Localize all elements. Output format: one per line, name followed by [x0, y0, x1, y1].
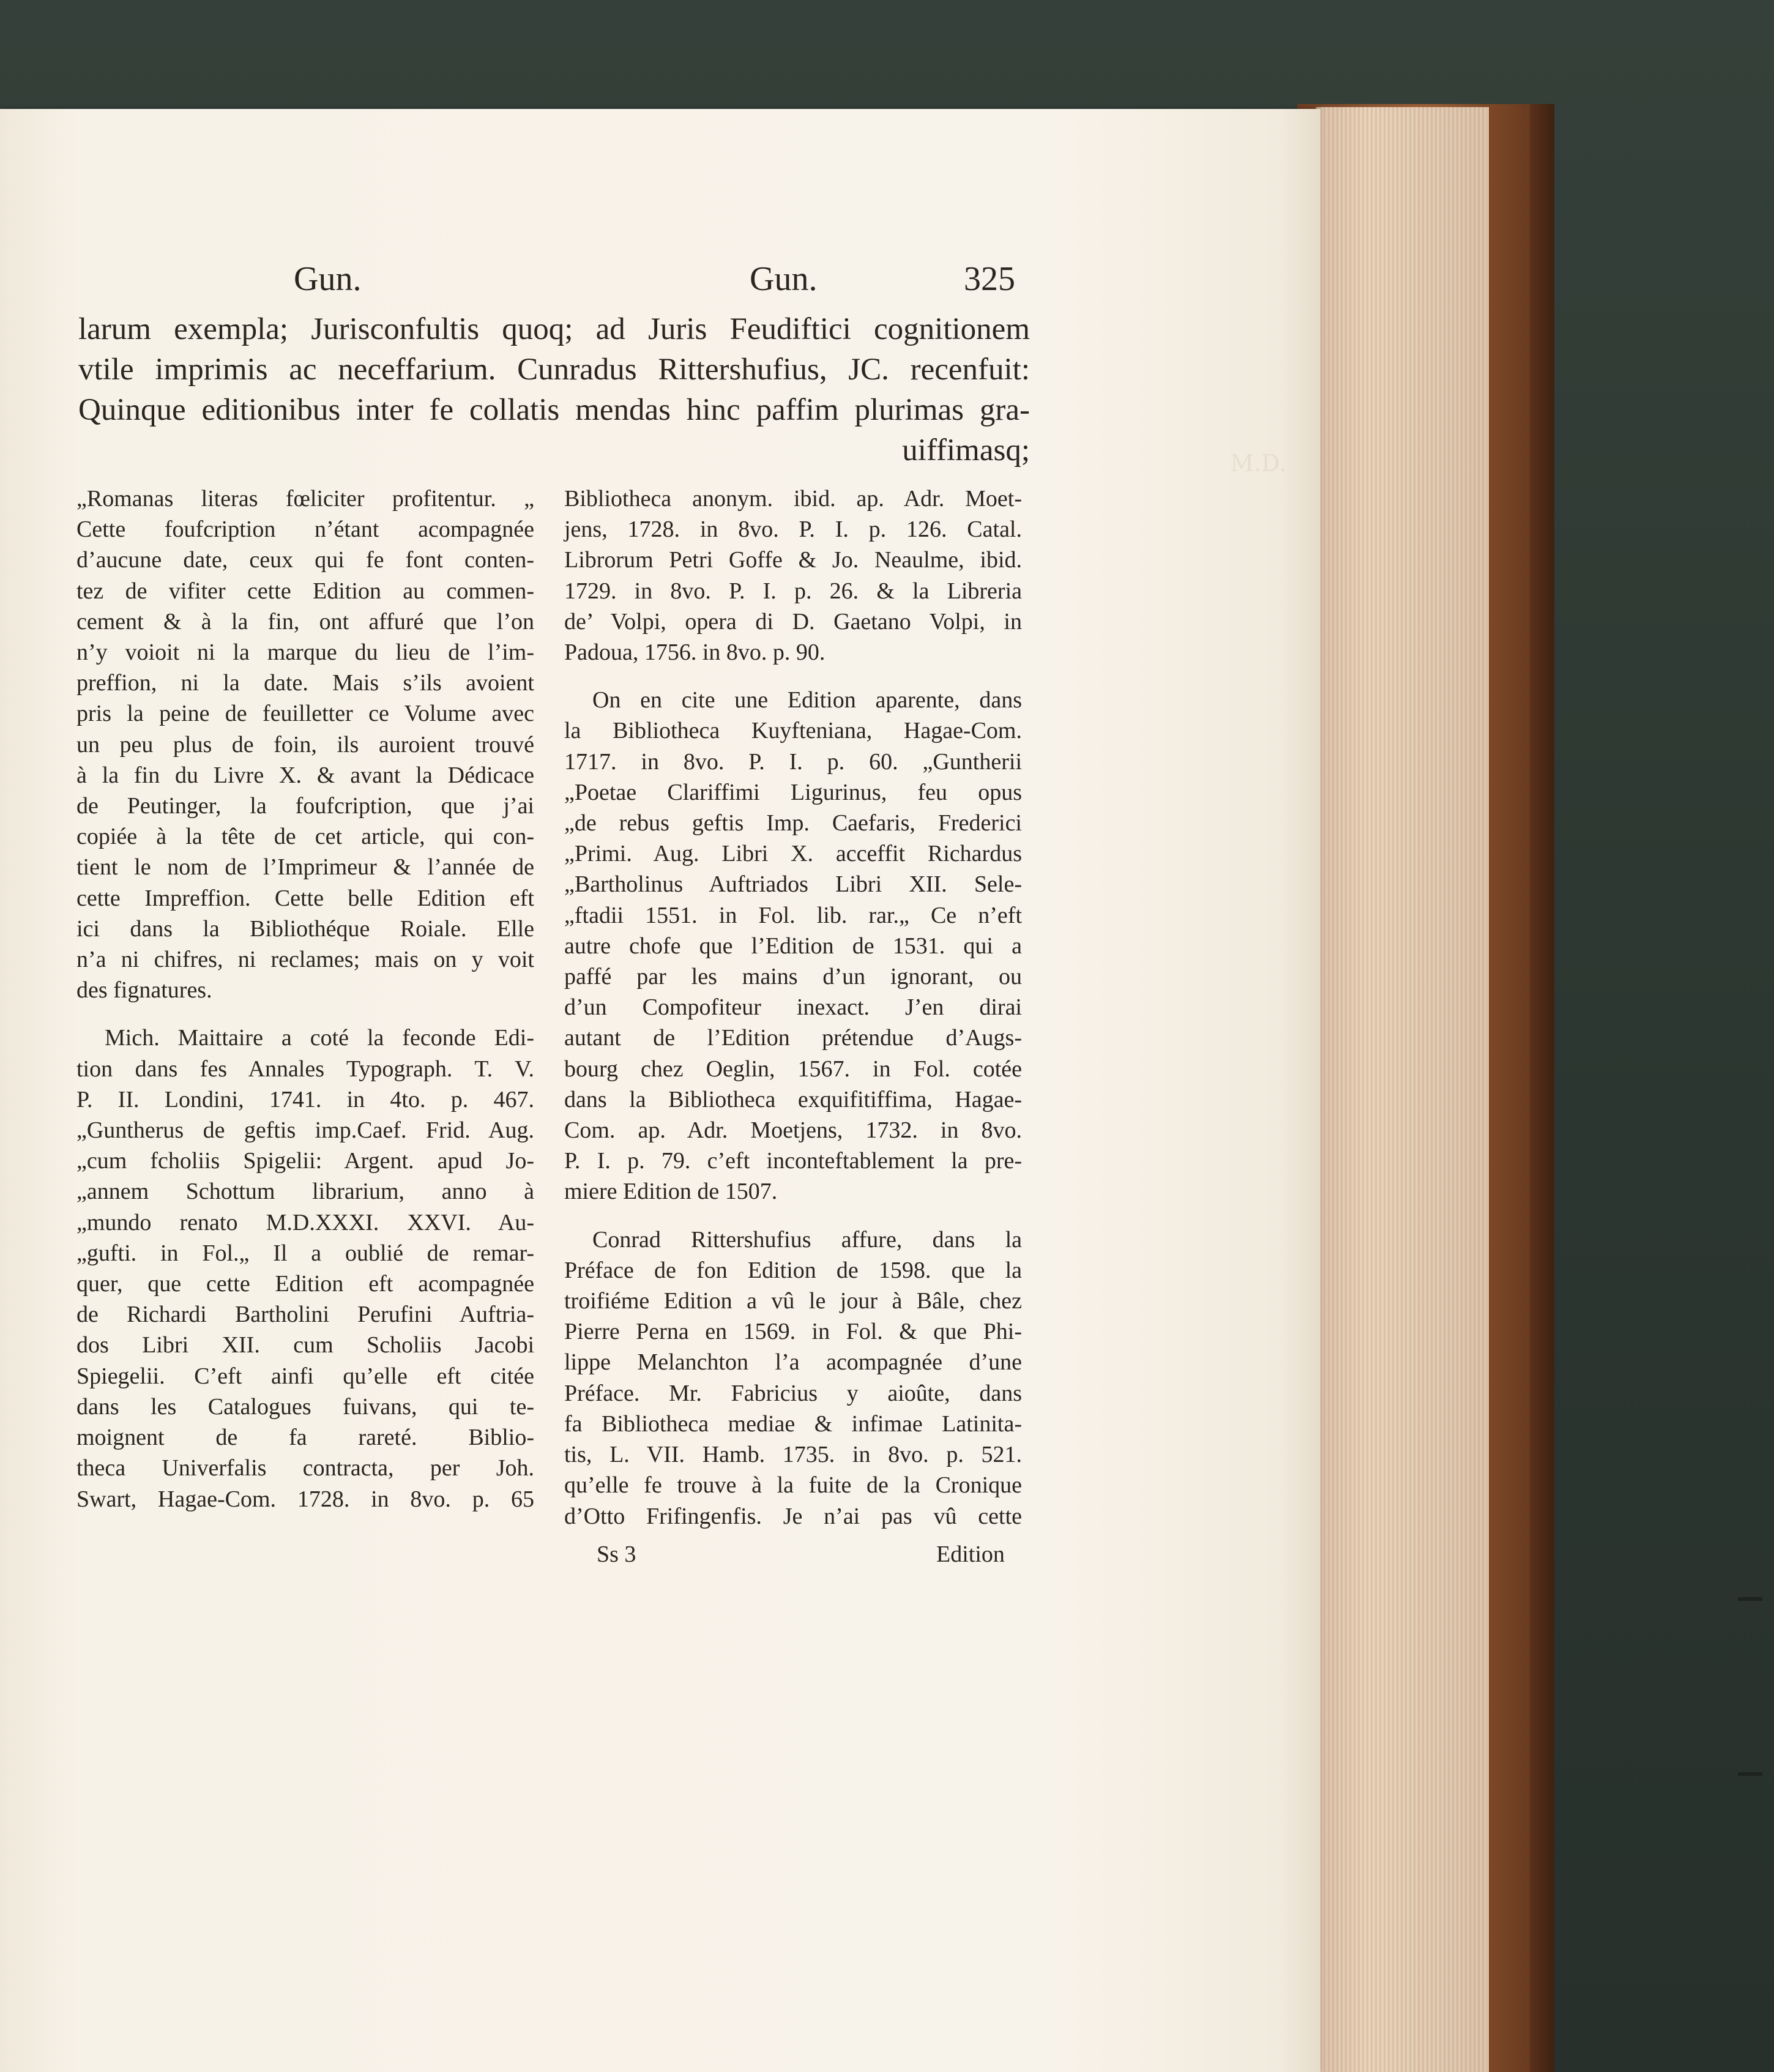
text-line: n’a ni chifres, ni reclames; mais on y voit: [76, 947, 534, 973]
text-line: jens, 1728. in 8vo. P. I. p. 126. Catal.: [564, 516, 1022, 543]
lead-line: Quinque editionibus inter fe collatis mendas hinc paffim plurimas gra-: [78, 393, 1030, 427]
text-line: copiée à la tête de cet article, qui con-: [76, 824, 534, 850]
text-line: Mich. Maittaire a coté la feconde Edi-: [105, 1025, 534, 1051]
text-line: un peu plus de foin, ils auroient trouvé: [76, 731, 534, 758]
text-line: troifiéme Edition a vû le jour à Bâle, chez: [564, 1288, 1022, 1314]
text-line: „ftadii 1551. in Fol. lib. rar.„ Ce n’eft: [564, 902, 1022, 928]
text-line: autant de l’Edition prétendue d’Augs-: [564, 1025, 1022, 1051]
text-line: cement & à la fin, ont affuré que l’on: [76, 608, 534, 635]
text-line: Cette foufcription n’étant acompagnée: [76, 516, 534, 543]
text-line: „Bartholinus Auftriados Libri XII. Sele-: [564, 871, 1022, 898]
lead-line: larum exempla; Jurisconfultis quoq; ad Juris Feudiftici cognitionem: [78, 312, 1030, 346]
text-line: tion dans fes Annales Typograph. T. V.: [76, 1056, 534, 1082]
text-line: Librorum Petri Goffe & Jo. Neaulme, ibid.: [564, 547, 1022, 573]
text-line: la Bibliotheca Kuyfteniana, Hagae-Com.: [564, 718, 1022, 744]
text-line: On en cite une Edition aparente, dans: [592, 687, 1022, 714]
text-line: „cum fcholiis Spigelii: Argent. apud Jo-: [76, 1148, 534, 1174]
text-line: lippe Melanchton l’a acompagnée d’une: [564, 1349, 1022, 1376]
text-line: Bibliotheca anonym. ibid. ap. Adr. Moet-: [564, 486, 1022, 512]
text-line: bourg chez Oeglin, 1567. in Fol. cotée: [564, 1056, 1022, 1082]
text-line: d’Otto Frifingenfis. Je n’ai pas vû cette: [564, 1503, 1022, 1529]
text-line: paffé par les mains d’un ignorant, ou: [564, 964, 1022, 990]
paragraph: [76, 1023, 534, 1514]
text-line: tez de vifiter cette Edition au commen-: [76, 578, 534, 604]
text-line: qu’elle fe trouve à la fuite de la Cronique: [564, 1472, 1022, 1499]
text-line: dos Libri XII. cum Scholiis Jacobi: [76, 1332, 534, 1358]
lead-line: uiffimasq;: [902, 433, 1030, 468]
lead-line: vtile imprimis ac neceffarium. Cunradus Rittershufius, JC. recenfuit:: [78, 352, 1030, 387]
text-line: dans la Bibliotheca exquifitiffima, Hagae-: [564, 1086, 1022, 1112]
text-line: Pierre Perna en 1569. in Fol. & que Phi-: [564, 1319, 1022, 1345]
text-line: fa Bibliotheca mediae & infimae Latinita-: [564, 1411, 1022, 1437]
text-line: Spiegelii. C’eft ainfi qu’elle eft citée: [76, 1363, 534, 1389]
text-line: Padoua, 1756. in 8vo. p. 90.: [564, 639, 826, 666]
text-line: de Peutinger, la foufcription, que j’ai: [76, 793, 534, 819]
text-line: tient le nom de l’Imprimeur & l’année de: [76, 854, 534, 881]
text-line: 1729. in 8vo. P. I. p. 26. & la Libreria: [564, 578, 1022, 604]
text-line: Com. ap. Adr. Moetjens, 1732. in 8vo.: [564, 1117, 1022, 1144]
text-line: P. II. Londini, 1741. in 4to. p. 467.: [76, 1086, 534, 1112]
text-line: pris la peine de feuilletter ce Volume avec: [76, 701, 534, 727]
show-through-text: M.D.: [1230, 450, 1287, 477]
text-line: P. I. p. 79. c’eft inconteftablement la pre-: [564, 1148, 1022, 1174]
text-line: „Romanas literas fœliciter profitentur. „: [76, 486, 534, 512]
text-line: Swart, Hagae-Com. 1728. in 8vo. p. 65: [76, 1486, 534, 1512]
text-line: „mundo renato M.D.XXXI. XXVI. Au-: [76, 1209, 534, 1235]
text-line: „de rebus geftis Imp. Caefaris, Frederici: [564, 810, 1022, 837]
spine-marks: [1738, 1597, 1762, 1776]
text-line: Conrad Rittershufius affure, dans la: [592, 1226, 1022, 1253]
text-line: „gufti. in Fol.„ Il a oublié de remar-: [76, 1240, 534, 1266]
paragraph: [564, 1224, 1022, 1532]
text-line: de’ Volpi, opera di D. Gaetano Volpi, in: [564, 608, 1022, 635]
text-line: de Richardi Bartholini Perufini Auftria-: [76, 1302, 534, 1328]
catchword: Edition: [936, 1541, 1005, 1567]
right-column: [564, 483, 1022, 1549]
text-line: theca Univerfalis contracta, per Joh.: [76, 1455, 534, 1481]
text-line: cette Impreffion. Cette belle Edition eft: [76, 885, 534, 911]
page-block-shade: [1316, 107, 1487, 2072]
text-line: „Guntherus de geftis imp.Caef. Frid. Aug.: [76, 1117, 534, 1144]
paragraph: [76, 483, 534, 1005]
text-line: miere Edition de 1507.: [564, 1179, 778, 1205]
text-line: quer, que cette Edition eft acompagnée: [76, 1271, 534, 1297]
text-line: d’aucune date, ceux qui fe font conten-: [76, 547, 534, 573]
text-line: n’y voioit ni la marque du lieu de l’im-: [76, 639, 534, 666]
text-line: moignent de fa rareté. Biblio-: [76, 1425, 534, 1451]
signature-mark: Ss 3: [597, 1541, 636, 1567]
text-line: d’un Compofiteur inexact. J’en dirai: [564, 994, 1022, 1021]
text-line: „Primi. Aug. Libri X. acceffit Richardus: [564, 841, 1022, 867]
text-line: dans les Catalogues fuivans, qui te-: [76, 1393, 534, 1420]
left-column: [76, 483, 534, 1532]
paragraph: [564, 483, 1022, 668]
text-line: ici dans la Bibliothéque Roiale. Elle: [76, 915, 534, 942]
page-number: 325: [964, 260, 1015, 298]
text-line: 1717. in 8vo. P. I. p. 60. „Guntherii: [564, 748, 1022, 775]
text-line: preffion, ni la date. Mais s’ils avoient: [76, 670, 534, 696]
text-line: autre chofe que l’Edition de 1531. qui a: [564, 933, 1022, 959]
text-line: Préface. Mr. Fabricius y aioûte, dans: [564, 1380, 1022, 1406]
running-head-left: Gun.: [294, 260, 362, 298]
lead-paragraph: [78, 309, 1030, 471]
text-line: „annem Schottum librarium, anno à: [76, 1179, 534, 1205]
text-line: „Poetae Clariffimi Ligurinus, feu opus: [564, 779, 1022, 805]
paragraph: [564, 685, 1022, 1207]
book-cover-edge: [1530, 104, 1554, 2072]
text-line: à la fin du Livre X. & avant la Dédicace: [76, 762, 534, 788]
text-line: Préface de fon Edition de 1598. que la: [564, 1257, 1022, 1283]
running-head-center: Gun.: [750, 260, 818, 298]
text-line: tis, L. VII. Hamb. 1735. in 8vo. p. 521.: [564, 1442, 1022, 1468]
text-line: des fignatures.: [76, 977, 212, 1004]
